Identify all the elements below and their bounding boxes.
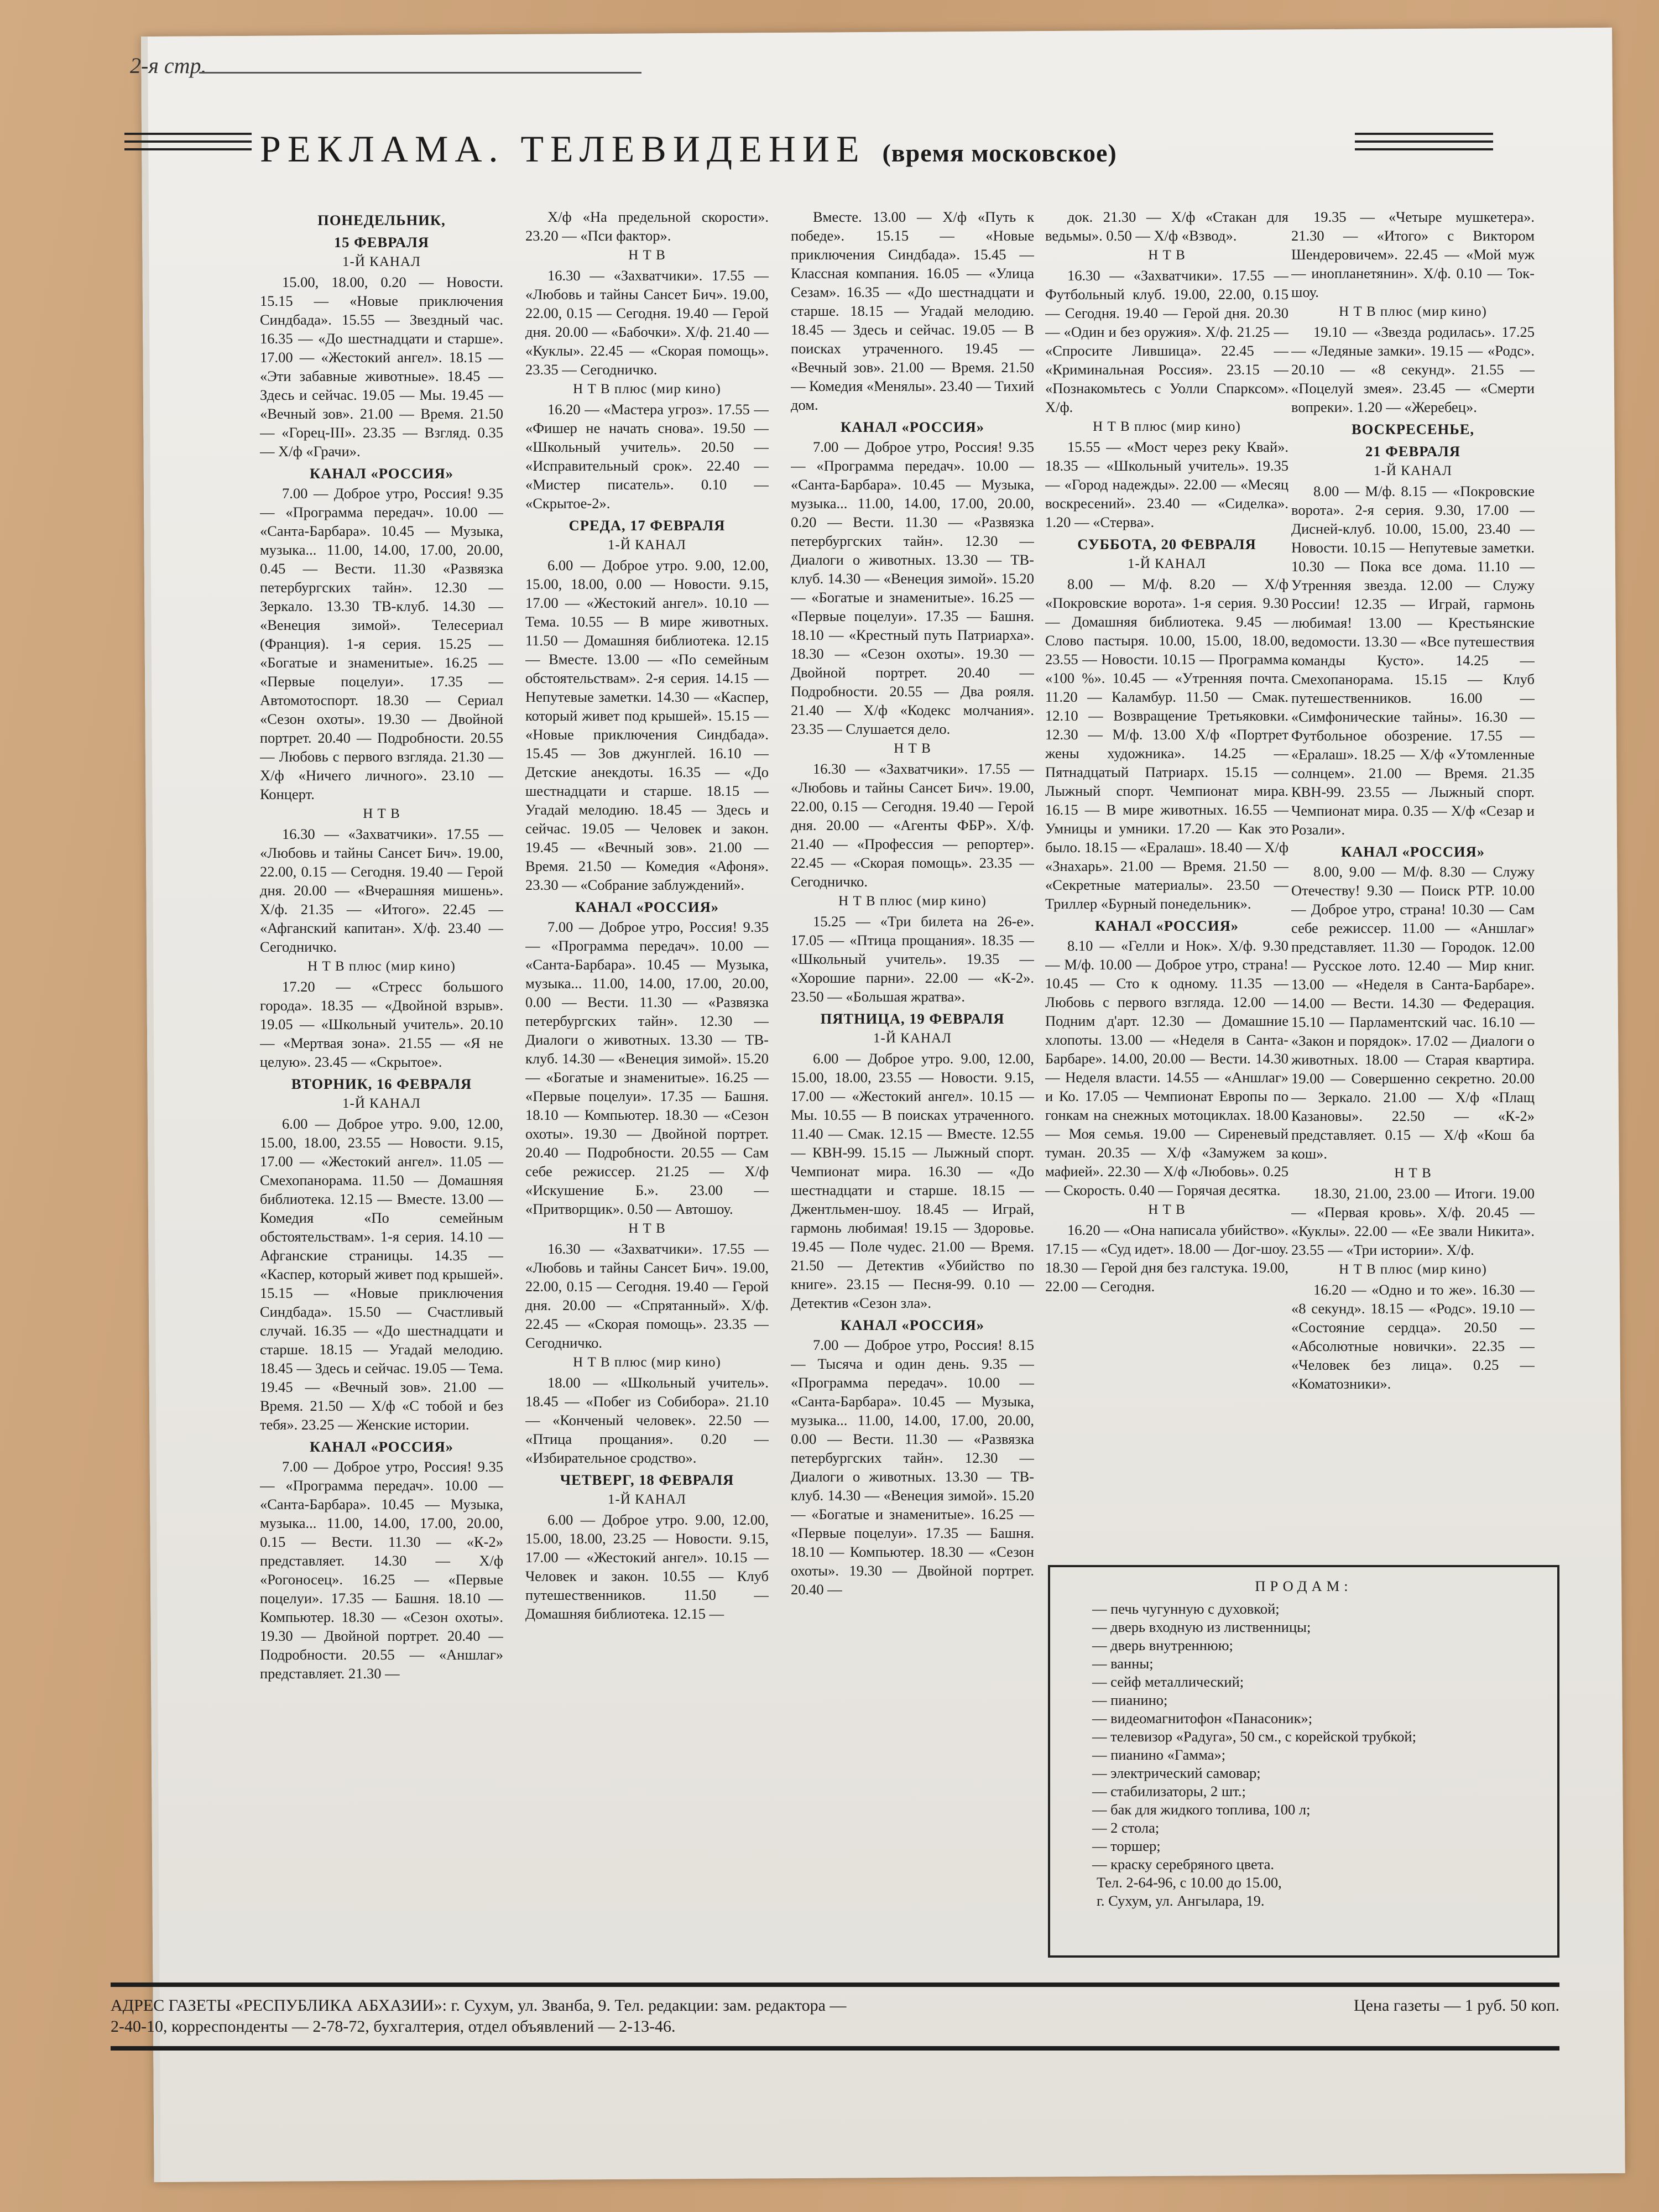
day-or-channel-heading: СРЕДА, 17 ФЕВРАЛЯ [568, 517, 726, 534]
ad-title: ПРОДАМ: [1255, 1578, 1353, 1594]
program-listing: 8.00 — М/ф. 8.20 — Х/ф «Покровские ворота». 1-я серия. 9.30 — Домашняя библиотека. 9.45 — Слово пастыря. 10.00, 15.00, 18.00, 23.55 — Новости. 10.15 — Программа «100 %». 10.45 — «Утренняя почта. 11.20 — Каламбур. 11.50 — Смак. 12.10 — Возвращение Третьяковки. 12.30 — М/ф. 13.00 Х/ф «Портрет жены художника». 14.25 — Пятнадцатый Патриарх. 15.15 — Лыжный спорт. Чемпионат мира. 16.15 — В мире животных. 16.55 — Умницы и умники. 17.20 — Как это было. 18.15 — «Ералаш». 18.40 — Х/ф «Знахарь». 21.00 — Время. 21.50 — «Секретные материалы». 23.50 — Триллер «Бурный понедельник». [1045, 576, 1288, 912]
day-or-channel-heading: КАНАЛ «РОССИЯ» [310, 465, 453, 482]
day-or-channel-heading: ЧЕТВЕРГ, 18 ФЕВРАЛЯ [560, 1472, 734, 1488]
program-listing: 16.30 — «Захватчики». 17.55 — «Любовь и тайны Сансет Бич». 19.00, 22.00, 0.15 — Сегодня. 19.40 — Герой дня. 20.00 — «Агенты ФБР». Х/ф. 21.40 — «Профессия — репортер». 22.45 — «Скорая помощь». 23.35 — Сегодничко. [791, 760, 1034, 890]
day-or-channel-heading: КАНАЛ «РОССИЯ» [310, 1438, 453, 1455]
program-listing: док. 21.30 — Х/ф «Стакан для ведьмы». 0.50 — Х/ф «Взвод». [1045, 208, 1288, 244]
day-or-channel-heading: ВТОРНИК, 16 ФЕВРАЛЯ [291, 1076, 472, 1092]
section-title: РЕКЛАМА. ТЕЛЕВИДЕНИЕ [260, 128, 866, 170]
program-listing: 19.35 — «Четыре мушкетера». 21.30 — «Итого» с Виктором Шендеровичем». 22.45 — «Мой муж — инопланетянин». Х/ф. 0.10 — Ток-шоу. [1291, 208, 1535, 300]
channel-heading: 1-Й КАНАЛ [873, 1031, 952, 1046]
program-listing: 18.30, 21.00, 23.00 — Итоги. 19.00 — «Первая кровь». Х/ф. 20.45 — «Куклы». 22.00 — «Ее звали Никита». 23.55 — «Три истории». Х/ф. [1291, 1185, 1535, 1258]
ad-contact-phone: Тел. 2-64-96, с 10.00 до 15.00, [1097, 1874, 1282, 1891]
channel-heading: Н Т В [363, 806, 400, 821]
program-listing: 16.30 — «Захватчики». 17.55 — «Любовь и тайны Сансет Бич». 19.00, 22.00, 0.15 — Сегодня. 19.40 — Герой дня. 20.00 — «Вчерашняя мишень». Х/ф. 21.35 — «Итого». 22.45 — «Афганский капитан». Х/ф. 23.40 — Сегодничко. [260, 826, 503, 955]
program-listing: 16.20 — «Мастера угроз». 17.55 — «Фишер не начать снова». 19.50 — «Школьный учитель». 20.50 — «Исправительный срок». 22.40 — «Мистер писатель». 0.10 — «Скрытое-2». [525, 401, 769, 512]
ad-item: — печь чугунную с духовкой; [1092, 1600, 1280, 1617]
program-listing: 6.00 — Доброе утро. 9.00, 12.00, 15.00, 18.00, 23.55 — Новости. 9.15, 17.00 — «Жестокий ангел». 10.15 — Мы. 10.55 — В поисках утраченного. 11.40 — Смак. 12.15 — Вместе. 12.55 — КВН-99. 15.15 — Лыжный спорт. Чемпионат мира. 16.30 — «До шестнадцати и старше. 18.15 — Джентльмен-шоу. 18.45 — Играй, гармонь любимая! 19.15 — Здоровье. 19.45 — Поле чудес. 21.00 — Время. 21.50 — Детектив «Убийство по книге». 23.15 — Песня-99. 0.10 — Детектив «Сезон зла». [791, 1050, 1034, 1311]
channel-heading: Н Т В [1148, 248, 1186, 263]
channel-heading: Н Т В [628, 1221, 666, 1236]
tv-column [791, 207, 1034, 1944]
day-or-channel-heading: КАНАЛ «РОССИЯ» [1341, 843, 1485, 860]
channel-heading: Н Т В плюс (мир кино) [307, 959, 456, 974]
program-listing: 17.20 — «Стресс большого города». 18.35 — «Двойной взрыв». 19.05 — «Школьный учитель». 20.10 — «Мертвая зона». 21.55 — «Я не целую». 23.45 — «Скрытое». [260, 978, 503, 1070]
masthead-ornament-left [124, 133, 252, 166]
tv-column [525, 207, 769, 1944]
newspaper-footer [111, 1995, 1559, 2037]
channel-heading: Н Т В плюс (мир кино) [1339, 304, 1487, 319]
ad-item: — краску серебряного цвета. [1092, 1856, 1275, 1872]
day-or-channel-heading: КАНАЛ «РОССИЯ» [575, 899, 719, 915]
program-listing: 6.00 — Доброе утро. 9.00, 12.00, 15.00, 18.00, 0.00 — Новости. 9.15, 17.00 — «Жестокий ангел». 10.10 — Тема. 10.55 — В мире животных. 11.50 — Домашняя библиотека. 12.15 — Вместе. 13.00 — «По семейным обстоятельствам». 2-я серия. 14.15 — Непутевые заметки. 14.30 — «Каспер, который живет под крышей». 15.15 — «Новые приключения Синдбада». 15.45 — Зов джунглей. 16.10 — Детские анекдоты. 16.35 — «До шестнадцати и старше. 18.15 — Угадай мелодию. 18.45 — Здесь и сейчас. 19.05 — Человек и закон. 19.45 — «Вечный зов». 21.00 — Время. 21.50 — Комедия «Афоня». 23.30 — «Собрание заблуждений». [525, 557, 769, 893]
channel-heading: Н Т В плюс (мир кино) [573, 382, 721, 397]
channel-heading: 1-Й КАНАЛ [342, 254, 421, 269]
program-listing: 16.30 — «Захватчики». 17.55 — «Любовь и тайны Сансет Бич». 19.00, 22.00, 0.15 — Сегодня. 19.40 — Герой дня. 20.00 — «Спрятанный». Х/ф. 22.45 — «Скорая помощь». 23.35 — Сегодничко. [525, 1240, 769, 1351]
day-or-channel-heading: ПОНЕДЕЛЬНИК, [317, 212, 446, 228]
program-listing: Х/ф «На предельной скорости». 23.20 — «Пси фактор». [525, 208, 769, 244]
program-listing: 15.55 — «Мост через реку Квай». 18.35 — «Школьный учитель». 19.35 — «Город надежды». 22.00 — «Месяц воскресений». 23.40 — «Сиделка». 1.20 — «Стерва». [1045, 439, 1288, 530]
ad-item: — бак для жидкого топлива, 100 л; [1092, 1801, 1311, 1818]
program-listing: 7.00 — Доброе утро, Россия! 9.35 — «Программа передач». 10.00 — «Санта-Барбара». 10.45 — Музыка, музыка... 11.00, 14.00, 17.00, 20.00, 0.20 — Вести. 11.30 — «Развязка петербургских тайн». 12.30 — Диалоги о животных. 13.30 — ТВ-клуб. 14.30 — «Венеция зимой». 15.20 — «Богатые и знаменитые». 16.25 — «Первые поцелуи». 17.35 — Башня. 18.10 — «Крестный путь Патриарха». 18.30 — «Сезон охоты». 19.30 — Двойной портрет. 20.40 — Подробности. 20.55 — Два рояля. 21.40 — Х/ф «Кодекс молчания». 23.35 — Слушается дело. [791, 439, 1034, 737]
ad-item: — дверь входную из лиственницы; [1092, 1619, 1311, 1635]
ad-item: — ванны; [1092, 1655, 1154, 1672]
ad-item: — 2 стола; [1092, 1819, 1160, 1836]
channel-heading: 1-Й КАНАЛ [342, 1096, 421, 1111]
program-listing: 7.00 — Доброе утро, Россия! 9.35 — «Программа передач». 10.00 — «Санта-Барбара». 10.45 — Музыка, музыка... 11.00, 14.00, 17.00, 20.00, 0.45 — Вести. 11.30 «Развязка петербургских тайн». 12.30 — Зеркало. 13.30 ТВ-клуб. 14.30 — «Венеция зимой». Телесериал (Франция). 1-я серия. 15.25 — «Богатые и знаменитые». 16.25 — «Первые поцелуи». 17.35 — Автомотоспорт. 18.30 — Сериал «Сезон охоты». 19.30 — Двойной портрет. 20.40 — Подробности. 20.55 — Любовь с первого взгляда. 21.30 — Х/ф «Ничего личного». 23.10 — Концерт. [260, 485, 503, 802]
channel-heading: Н Т В [1148, 1202, 1186, 1217]
channel-heading: Н Т В [894, 741, 931, 756]
footer-address: АДРЕС ГАЗЕТЫ «РЕСПУБЛИКА АБХАЗИИ»: г. Сухум, ул. Званба, 9. Тел. редакции: зам. редактора — [111, 1996, 847, 2015]
footer-phones: 2-40-10, корреспонденты — 2-78-72, бухгалтерия, отдел объявлений — 2-13-46. [111, 2017, 676, 2036]
day-or-channel-heading: КАНАЛ «РОССИЯ» [841, 419, 984, 435]
day-or-channel-heading: СУББОТА, 20 ФЕВРАЛЯ [1077, 536, 1256, 552]
program-listing: 7.00 — Доброе утро, Россия! 9.35 — «Программа передач». 10.00 — «Санта-Барбара». 10.45 — Музыка, музыка... 11.00, 14.00, 17.00, 20.00, 0.00 — Вести. 11.30 — «Развязка петербургских тайн». 12.30 — Диалоги о животных. 13.30 — ТВ-клуб. 14.30 — «Венеция зимой». 15.20 — «Богатые и знаменитые». 16.25 — «Первые поцелуи». 17.35 — Башня. 18.10 — Компьютер. 18.30 — «Сезон охоты». 19.30 — Двойной портрет. 20.40 — Подробности. 20.55 — Сам себе режиссер. 21.25 — Х/ф «Искушение Б.». 23.00 — «Притворщик». 0.50 — Автошоу. [525, 919, 769, 1217]
footer-rule-bottom [111, 2046, 1559, 2051]
tv-column [1045, 207, 1288, 1546]
ad-item: — видеомагнитофон «Панасоник»; [1092, 1710, 1313, 1726]
page-number-rule [199, 72, 641, 74]
day-or-channel-heading: КАНАЛ «РОССИЯ» [841, 1317, 984, 1333]
channel-heading: 1-Й КАНАЛ [1374, 463, 1452, 478]
page-number: 2-я стр. [130, 53, 207, 78]
section-masthead [260, 127, 1344, 177]
program-listing: 15.25 — «Три билета на 26-е». 17.05 — «Птица прощания». 18.35 — «Школьный учитель». 19.35 — «Хорошие парни». 22.00 — «К-2». 23.50 — «Большая жратва». [791, 913, 1034, 1005]
ad-item: — электрический самовар; [1092, 1765, 1261, 1781]
newspaper-price: Цена газеты — 1 руб. 50 коп. [1354, 1996, 1559, 2015]
program-listing: Вместе. 13.00 — Х/ф «Путь к победе». 15.15 — «Новые приключения Синдбада». 15.45 — Классная компания. 16.05 — «Улица Сезам». 16.35 — «До шестнадцати и старше. 18.15 — Угадай мелодию. 18.45 — Здесь и сейчас. 19.05 — В поисках утраченного. 19.45 — «Вечный зов». 21.00 — Время. 21.50 — Комедия «Менялы». 23.40 — Тихий дом. [791, 208, 1034, 413]
program-listing: 16.30 — «Захватчики». 17.55 — Футбольный клуб. 19.00, 22.00, 0.15 — Сегодня. 19.40 — Герой дня. 20.30 — «Один и без оружия». Х/ф. 21.25 — «Спросите Лившица». 22.45 — «Криминальная Россия». 23.15 — «Познакомьтесь с Уолли Спарксом». Х/ф. [1045, 267, 1288, 415]
channel-heading: Н Т В плюс (мир кино) [838, 894, 987, 909]
masthead-ornament-right [1355, 133, 1493, 166]
day-or-channel-heading: КАНАЛ «РОССИЯ» [1095, 917, 1239, 934]
channel-heading: 1-Й КАНАЛ [608, 1492, 686, 1507]
torn-edge [141, 36, 161, 2182]
channel-heading: Н Т В плюс (мир кино) [1339, 1262, 1487, 1277]
day-or-channel-heading: ВОСКРЕСЕНЬЕ, [1351, 421, 1475, 437]
program-listing: 6.00 — Доброе утро. 9.00, 12.00, 15.00, 18.00, 23.25 — Новости. 9.15, 17.00 — «Жестокий ангел». 10.15 — Человек и закон. 10.55 — Клуб путешественников. 11.50 — Домашняя библиотека. 12.15 — [525, 1511, 769, 1622]
program-listing: 8.00 — М/ф. 8.15 — «Покровские ворота». 2-я серия. 9.30, 17.00 — Дисней-клуб. 10.00, 15.00, 23.40 — Новости. 10.15 — Непутевые заметки. 10.30 — Пока все дома. 11.10 — Утренняя звезда. 12.00 — Служу России! 12.35 — Играй, гармонь любимая! 13.00 — Крестьянские ведомости. 13.30 — «Все путешествия команды Кусто». 14.25 — Смехопанорама. 15.15 — Клуб путешественников. 16.00 — «Симфонические тайны». 16.30 — Футбольное обозрение. 17.55 — «Ералаш». 18.25 — Х/ф «Утомленные солнцем». 21.00 — Время. 21.35 КВН-99. 23.55 — Лыжный спорт. Чемпионат мира. 0.35 — Х/ф «Сезар и Розали». [1291, 483, 1535, 838]
program-listing: 7.00 — Доброе утро, Россия! 9.35 — «Программа передач». 10.00 — «Санта-Барбара». 10.45 — Музыка, музыка... 11.00, 14.00, 17.00, 20.00, 0.15 — Вести. 11.30 — «К-2» представляет. 14.30 — Х/ф «Рогоносец». 16.25 — «Первые поцелуи». 17.35 — Башня. 18.10 — Компьютер. 18.30 — «Сезон охоты». 19.30 — Двойной портрет. 20.40 — Подробности. 20.55 — «Аншлаг» представляет. 21.30 — [260, 1458, 503, 1682]
ad-item: — пианино «Гамма»; [1092, 1746, 1226, 1763]
channel-heading: Н Т В [1394, 1166, 1432, 1181]
day-or-channel-heading: 21 ФЕВРАЛЯ [1365, 443, 1461, 460]
tv-column [1291, 207, 1535, 1546]
program-listing: 19.10 — «Звезда родилась». 17.25 — «Ледяные замки». 19.15 — «Родс». 20.10 — «8 секунд». 21.55 — «Поцелуй змея». 23.45 — «Смерти вопреки». 1.20 — «Жеребец». [1291, 324, 1535, 415]
ad-item: — дверь внутреннюю; [1092, 1637, 1233, 1653]
day-or-channel-heading: ПЯТНИЦА, 19 ФЕВРАЛЯ [820, 1010, 1005, 1027]
classified-ad [1048, 1565, 1559, 1958]
program-listing: 15.00, 18.00, 0.20 — Новости. 15.15 — «Новые приключения Синдбада». 15.55 — Звездный час. 16.35 — «До шестнадцати и старше». 17.00 — «Жестокий ангел». 18.15 — «Эти забавные животные». 18.45 — Здесь и сейчас. 19.05 — Мы. 19.45 — «Вечный зов». 21.00 — Время. 21.50 — «Горец-III». 23.35 — Взгляд. 0.35 — Х/ф «Грачи». [260, 274, 503, 460]
ad-items [1063, 1600, 1544, 1874]
program-listing: 8.00, 9.00 — М/ф. 8.30 — Служу Отечеству! 9.30 — Поиск РТР. 10.00 — Доброе утро, страна! 10.30 — Сам себе режиссер. 11.00 — «Аншлаг» представляет. 11.30 — Городок. 12.00 — Русское лото. 12.40 — Мир книг. 13.00 — «Неделя в Санта-Барбаре». 14.00 — Вести. 14.30 — Федерация. 15.10 — Парламентский час. 16.10 — «Закон и порядок». 17.02 — Диалоги о животных. 18.00 — Старая квартира. 19.00 — Совершенно секретно. 20.00 — Зеркало. 21.00 — Х/ф «Плащ Казановы». 22.50 — «К-2» представляет. 0.15 — Х/ф «Кош ба кош». [1291, 863, 1535, 1162]
ad-item: — пианино; [1092, 1692, 1168, 1708]
day-or-channel-heading: 15 ФЕВРАЛЯ [333, 234, 430, 251]
program-listing: 8.10 — «Гелли и Нок». Х/ф. 9.30 — М/ф. 10.00 — Доброе утро, страна! 10.45 — Сто к одному. 11.35 — Любовь с первого взгляда. 12.00 — Подним д'арт. 12.30 — Домашние хлопоты. 13.00 — «Неделя в Санта-Барбаре». 14.00, 20.00 — Вести. 14.30 — Неделя власти. 14.55 — «Аншлаг» и Ко. 17.05 — Чемпионат Европы по гонкам на снежных мотоциклах. 18.00 — Моя семья. 19.00 — Сиреневый туман. 20.35 — Х/ф «Замужем за мафией». 22.30 — Х/ф «Любовь». 0.25 — Скорость. 0.40 — Горячая десятка. [1045, 937, 1288, 1198]
program-listing: 16.20 — «Одно и то же». 16.30 — «8 секунд». 18.15 — «Родс». 19.10 — «Состояние сердца». 20.50 — «Абсолютные новички». 22.35 — «Человек без лица». 0.25 — «Коматозники». [1291, 1281, 1535, 1392]
section-subtitle: (время московское) [882, 139, 1117, 167]
ad-item: — торшер; [1092, 1838, 1161, 1854]
program-listing: 16.30 — «Захватчики». 17.55 — «Любовь и тайны Сансет Бич». 19.00, 22.00, 0.15 — Сегодня. 19.40 — Герой дня. 20.00 — «Бабочки». Х/ф. 21.40 — «Куклы». 22.45 — «Скорая помощь». 23.35 — Сегодничко. [525, 267, 769, 378]
program-listing: 16.20 — «Она написала убийство». 17.15 — «Суд идет». 18.00 — Дог-шоу. 18.30 — Герой дня без галстука. 19.00, 22.00 — Сегодня. [1045, 1222, 1288, 1295]
channel-heading: 1-Й КАНАЛ [608, 538, 686, 552]
ad-item: — сейф металлический; [1092, 1673, 1244, 1690]
program-listing: 6.00 — Доброе утро. 9.00, 12.00, 15.00, 18.00, 23.55 — Новости. 9.15, 17.00 — «Жестокий ангел». 11.05 — Смехопанорама. 11.50 — Домашняя библиотека. 12.15 — Вместе. 13.00 — Комедия «По семейным обстоятельствам». 1-я серия. 14.10 — Афганские страницы. 14.35 — «Каспер, который живет под крышей». 15.15 — «Новые приключения Синдбада». 15.50 — Счастливый случай. 16.35 — «До шестнадцати и старше. 18.15 — Угадай мелодию. 18.45 — Здесь и сейчас. 19.05 — Тема. 19.45 — «Вечный зов». 21.00 — Время. 21.50 — Х/ф «С тобой и без тебя». 23.25 — Женские истории. [260, 1115, 503, 1433]
channel-heading: Н Т В [628, 248, 666, 263]
ad-contact-address: г. Сухум, ул. Ангылара, 19. [1097, 1892, 1265, 1909]
channel-heading: Н Т В плюс (мир кино) [573, 1355, 721, 1370]
program-listing: 18.00 — «Школьный учитель». 18.45 — «Побег из Собибора». 21.10 — «Конченый человек». 22.50 — «Птица прощания». 0.20 — «Избирательное сродство». [525, 1374, 769, 1466]
ad-item: — телевизор «Радуга», 50 см., с корейской трубкой; [1092, 1728, 1416, 1745]
channel-heading: Н Т В плюс (мир кино) [1093, 419, 1241, 434]
footer-rule-top [111, 1983, 1559, 1987]
ad-item: — стабилизаторы, 2 шт.; [1092, 1783, 1246, 1799]
program-listing: 7.00 — Доброе утро, Россия! 8.15 — Тысяча и один день. 9.35 — «Программа передач». 10.00 — «Санта-Барбара». 10.45 — Музыка, музыка... 11.00, 14.00, 17.00, 20.00, 0.00 — Вести. 11.30 — «Развязка петербургских тайн». 12.30 — Диалоги о животных. 13.30 — ТВ-клуб. 14.30 — «Венеция зимой». 15.20 — «Богатые и знаменитые». 16.25 — «Первые поцелуи». 17.35 — Башня. 18.10 — Компьютер. 18.30 — «Сезон охоты». 19.30 — Двойной портрет. 20.40 — [791, 1337, 1034, 1598]
tv-column [260, 207, 503, 1944]
channel-heading: 1-Й КАНАЛ [1128, 556, 1206, 571]
